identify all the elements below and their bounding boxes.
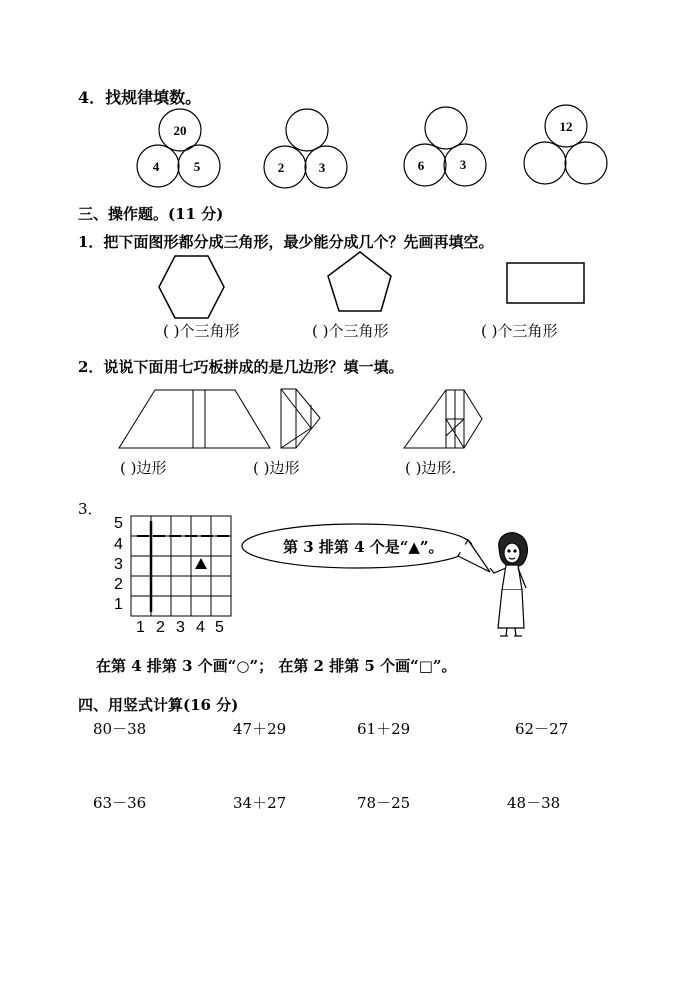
circle-group-3 bbox=[404, 107, 486, 186]
group-2-left: 2 bbox=[277, 160, 285, 175]
group-1-right: 5 bbox=[193, 159, 201, 174]
hexagon-shape bbox=[159, 256, 224, 318]
tangram-trapezoid bbox=[119, 390, 270, 448]
triangle-marker bbox=[195, 558, 207, 569]
pentagon-shape bbox=[328, 252, 391, 311]
col-label: 1 bbox=[136, 619, 145, 636]
section-3-heading: 三、操作题。(11 分) bbox=[78, 205, 224, 223]
p2-answer-2[interactable]: ( )边形 bbox=[253, 459, 300, 477]
row-label: 3 bbox=[114, 556, 123, 573]
calc-problem: 63－36 bbox=[93, 794, 147, 812]
tangram-third bbox=[404, 390, 482, 448]
circle-group-1 bbox=[137, 109, 220, 187]
p1-answer-pentagon[interactable]: ( )个三角形 bbox=[312, 322, 389, 340]
p2-answer-1[interactable]: ( )边形 bbox=[120, 459, 167, 477]
calc-problem: 78－25 bbox=[357, 794, 411, 812]
row-label: 4 bbox=[114, 536, 123, 553]
p1-answer-rectangle[interactable]: ( )个三角形 bbox=[481, 322, 558, 340]
circle-group-4 bbox=[524, 105, 607, 184]
group-3-left: 6 bbox=[417, 158, 425, 173]
calc-problem: 34＋27 bbox=[233, 794, 287, 812]
p2-answer-3[interactable]: ( )边形. bbox=[405, 459, 457, 477]
girl-illustration bbox=[490, 533, 527, 636]
group-1-top: 20 bbox=[173, 123, 187, 138]
rectangle-shape bbox=[507, 263, 584, 303]
tangram-pentagon bbox=[281, 389, 320, 448]
group-4-top: 12 bbox=[559, 119, 573, 134]
col-label: 2 bbox=[156, 619, 165, 636]
p3-label: 3． bbox=[78, 500, 103, 518]
p1-title: 1．把下面图形都分成三角形，最少能分成几个？先画再填空。 bbox=[78, 233, 494, 251]
col-label: 4 bbox=[196, 619, 205, 636]
group-1-left: 4 bbox=[152, 159, 160, 174]
circle-group-2 bbox=[264, 109, 347, 188]
speech-text: 第 3 排第 4 个是“▲”。 bbox=[283, 538, 444, 556]
row-label: 2 bbox=[114, 576, 123, 593]
calc-problem: 47＋29 bbox=[233, 720, 287, 738]
q4-title: 4．找规律填数。 bbox=[78, 88, 202, 107]
p3-instruction: 在第 4 排第 3 个画“○”； 在第 2 排第 5 个画“□”。 bbox=[96, 657, 457, 675]
group-3-right: 3 bbox=[459, 157, 467, 172]
calc-problem: 48－38 bbox=[507, 794, 561, 812]
col-label: 5 bbox=[215, 619, 224, 636]
p1-answer-hexagon[interactable]: ( )个三角形 bbox=[163, 322, 240, 340]
calc-problem: 61＋29 bbox=[357, 720, 411, 738]
section-4-heading: 四、用竖式计算(16 分) bbox=[78, 696, 239, 714]
row-label: 5 bbox=[114, 515, 123, 532]
position-grid bbox=[131, 516, 231, 616]
calc-problem: 80－38 bbox=[93, 720, 147, 738]
col-label: 3 bbox=[176, 619, 185, 636]
p2-title: 2．说说下面用七巧板拼成的是几边形？填一填。 bbox=[78, 358, 404, 376]
row-label: 1 bbox=[114, 596, 123, 613]
calc-problem: 62－27 bbox=[515, 720, 569, 738]
group-2-right: 3 bbox=[318, 160, 326, 175]
